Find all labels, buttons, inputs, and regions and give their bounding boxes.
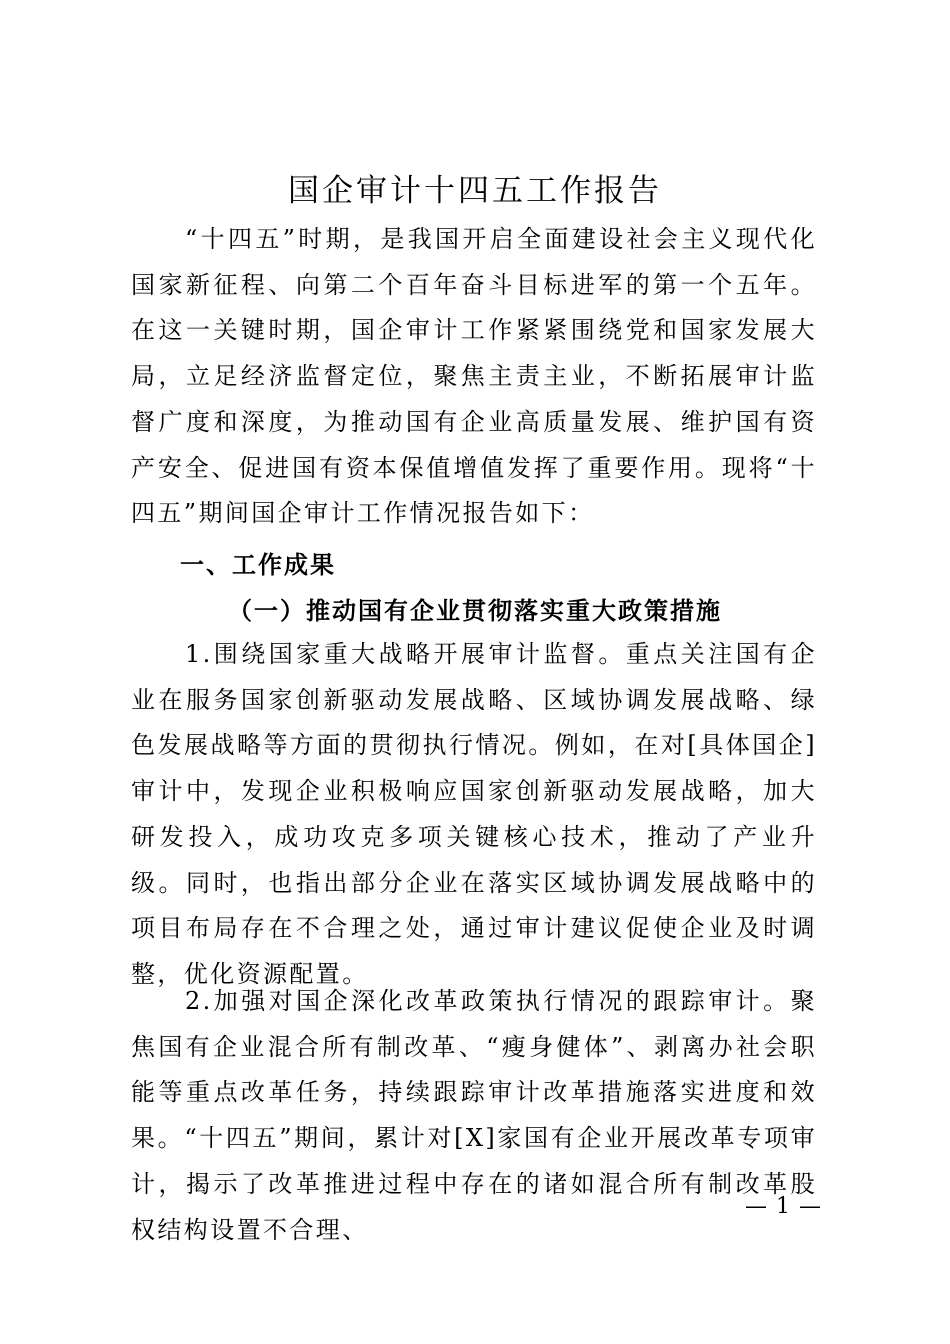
subsection-heading-policy: （一）推动国有企业贯彻落实重大政策措施 — [228, 596, 722, 625]
document-title: 国企审计十四五工作报告 — [288, 173, 662, 209]
intro-paragraph: “十四五”时期，是我国开启全面建设社会主义现代化国家新征程、向第二个百年奋斗目标进军的第一个五年。在这一关键时期，国企审计工作紧紧围绕党和国家发展大局，立足经济监督定位，聚焦主责主业，不断拓展审计监督广度和深度，为推动国有企业高质量发展、维护国有资产安全、促进国有资本保值增值发挥了重要作用。现将“十四五”期间国企审计工作情况报告如下： — [131, 225, 817, 528]
item-2-paragraph: 2.加强对国企深化改革政策执行情况的跟踪审计。聚焦国有企业混合所有制改革、“瘦身健体”、剥离办社会职能等重点改革任务，持续跟踪审计改革措施落实进度和效果。“十四五”期间，累计对[X]家国有企业开展改革专项审计，揭示了改革推进过程中存在的诸如混合所有制改革股权结构设置不合理、 — [131, 987, 817, 1244]
section-heading-achievements: 一、工作成果 — [180, 551, 336, 579]
item-1-paragraph: 1.围绕国家重大战略开展审计监督。重点关注国有企业在服务国家创新驱动发展战略、区域协调发展战略、绿色发展战略等方面的贯彻执行情况。例如，在对[具体国企]审计中，发现企业积极响应国家创新驱动发展战略，加大研发投入，成功攻克多项关键核心技术，推动了产业升级。同时，也指出部分企业在落实区域协调发展战略中的项目布局存在不合理之处，通过审计建议促使企业及时调整，优化资源配置。 — [131, 640, 817, 988]
page-number: — 1 — — [745, 1194, 822, 1219]
